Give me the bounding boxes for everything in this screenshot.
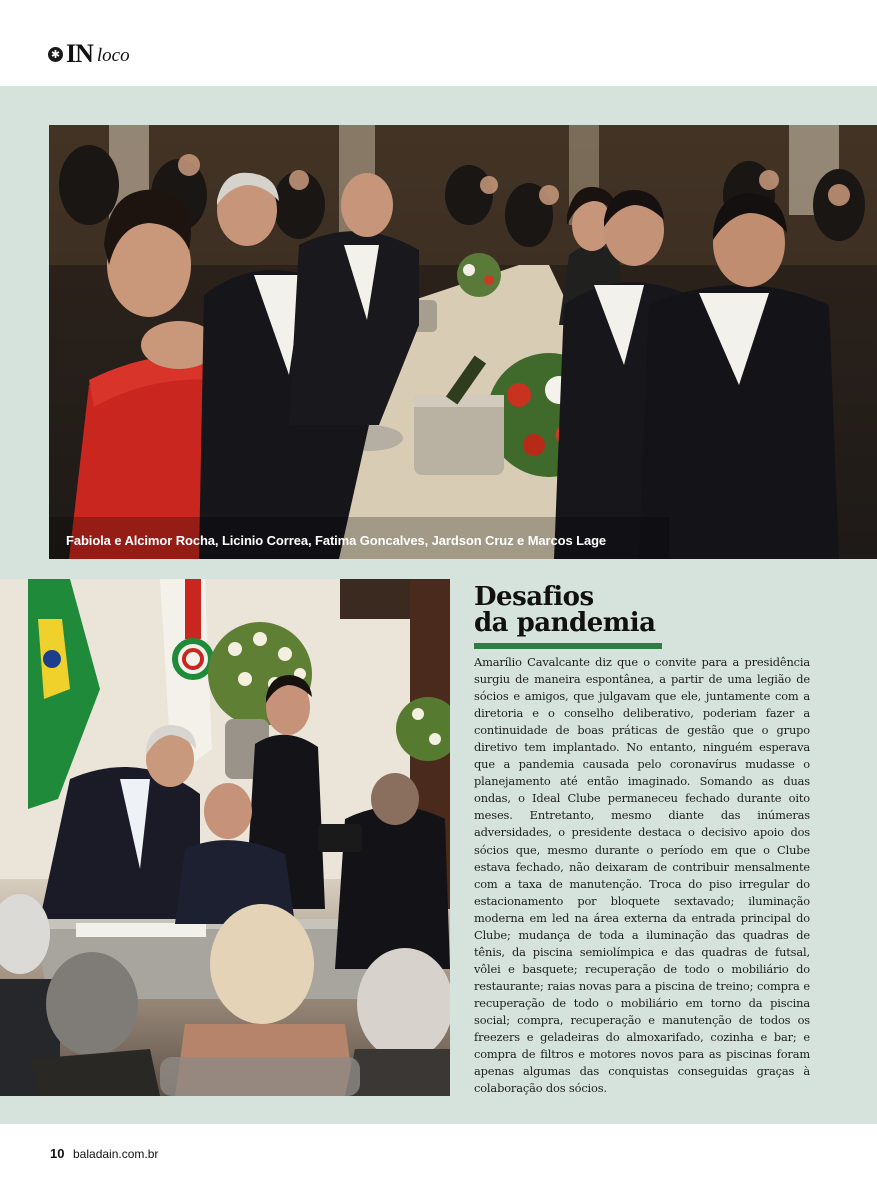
brand-in: IN [66, 39, 93, 68]
star-circle-icon: ✱ [48, 47, 63, 62]
gala-dinner-photo [49, 125, 877, 559]
signing-ceremony-photo [0, 579, 450, 1096]
article-title-line2: da pandemia [474, 608, 656, 638]
signing-ceremony-illustration [0, 579, 450, 1096]
article-body: Amarílio Cavalcante diz que o convite para a presidência surgiu de maneira espontânea, a partir de uma legião de sócios e amigos, que julgavam que ele, juntamente com a diretoria e o conselho deliberativo, poderiam fazer a continuidade de boas práticas de gestão que o grupo diretivo tem implantado. No entanto, ninguém esperava que a pandemia causada pelo coronavírus mudasse o planejamento até então imaginado. Somando as duas ondas, o Ideal Clube permaneceu fechado durante oito meses. Entretanto, mesmo diante das inúmeras adversidades, o presidente destaca o decisivo apoio dos sócios que, mesmo durante o período em que o Clube estava fechado, não deixaram de contribuir mensalmente com a taxa de manutenção. Troca do piso irregular do estacionamento por bloquete sextavado; iluminação moderna em led na área externa da entrada principal do Clube; mudança de toda a iluminação das quadras de tênis, da piscina semiolímpica e das quadras de futsal, vôlei e basquete; recuperação de todo o mobiliário do restaurante; raias novas para a piscina de treino; compra e recuperação de todo o mobiliário em torno da piscina social; compra, recuperação e manutenção de todos os freezers e geladeiras do almoxarifado, cozinha e bar; e compra de filtros e motores novos para as piscinas foram apenas algumas das conquistas conseguidas graças à colaboração dos sócios. [474, 655, 810, 1096]
gala-dinner-illustration [49, 125, 877, 559]
page-number: 10 [50, 1146, 65, 1161]
top-photo-caption: Fabiola e Alcimor Rocha, Licinio Correa, Fatima Goncalves, Jardson Cruz e Marcos Lage [66, 533, 607, 548]
article-title [474, 584, 674, 636]
article-title-line1: Desafios [474, 582, 594, 612]
brand-loco: loco [96, 44, 130, 66]
brand-logo [48, 38, 130, 70]
page-header [0, 0, 877, 86]
title-underline [474, 643, 662, 649]
site-url[interactable]: baladain.com.br [73, 1147, 159, 1161]
